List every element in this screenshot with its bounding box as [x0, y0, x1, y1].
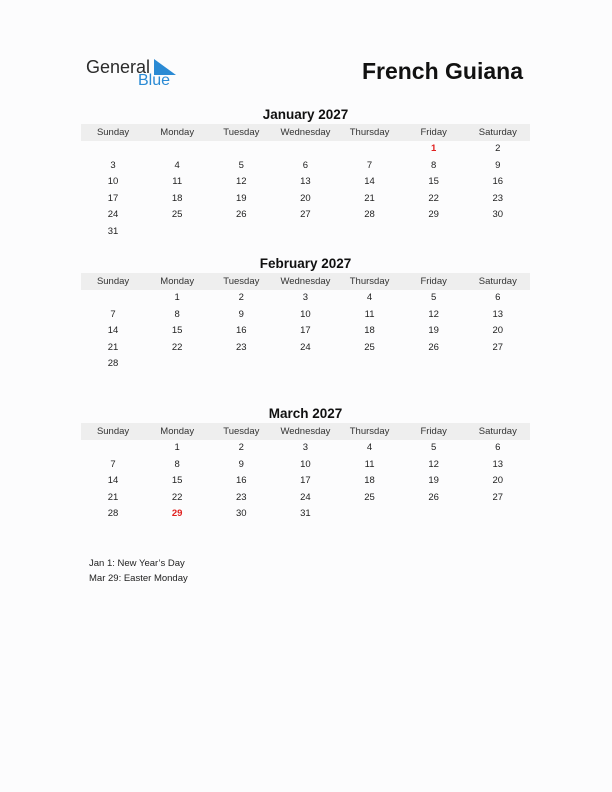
day-cell: 1: [174, 292, 180, 303]
day-cell: 30: [492, 209, 504, 221]
day-cell: 11: [364, 458, 375, 470]
empty-day-cell: [402, 506, 466, 523]
empty-day-cell: [338, 506, 402, 523]
day-cell: 5: [238, 159, 244, 171]
day-cell: 29: [428, 209, 439, 221]
day-cell: 13: [300, 176, 311, 188]
week-row: [81, 307, 530, 324]
day-cell: 23: [236, 341, 247, 353]
day-cell: 5: [431, 442, 437, 453]
weekday-header-row: [81, 273, 530, 290]
week-row: [81, 207, 530, 224]
weekday-wednesday: Wednesday: [280, 127, 331, 138]
day-cell: 14: [107, 325, 119, 337]
day-cell: 2: [495, 143, 501, 154]
day-cell: 26: [236, 209, 247, 221]
day-cell: 19: [236, 192, 247, 204]
weekday-friday: Friday: [420, 127, 447, 138]
empty-day-cell: [338, 224, 402, 241]
day-cell: 9: [495, 159, 501, 171]
week-row: [81, 290, 530, 307]
holiday-list: [89, 556, 188, 586]
weekday-sunday: Sunday: [96, 426, 130, 437]
day-cell: 26: [428, 341, 439, 353]
day-cell: 27: [492, 491, 504, 503]
day-cell: 10: [107, 176, 119, 188]
logo-word-general: General: [86, 57, 151, 77]
day-cell: 4: [366, 292, 373, 303]
empty-day-cell: [338, 141, 402, 158]
month-february: [81, 255, 530, 373]
day-cell: 10: [300, 458, 311, 470]
day-cell: 3: [302, 442, 309, 453]
day-cell: 14: [364, 176, 375, 188]
day-cell: 20: [300, 192, 311, 204]
day-cell: 22: [171, 491, 183, 503]
day-cell: 4: [366, 442, 373, 453]
day-cell: 4: [174, 159, 180, 171]
empty-day-cell: [145, 141, 209, 158]
day-cell: 24: [300, 341, 311, 353]
month-title: February 2027: [259, 256, 352, 271]
weekday-monday: Monday: [160, 127, 195, 138]
day-cell: 18: [364, 325, 375, 337]
day-cell: 6: [495, 442, 501, 453]
day-cell: 24: [107, 209, 119, 221]
day-cell: 8: [431, 159, 437, 171]
day-cell: 23: [492, 192, 504, 204]
day-cell: 6: [302, 159, 309, 171]
day-cell: 15: [428, 176, 439, 188]
empty-day-cell: [466, 506, 530, 523]
weekday-wednesday: Wednesday: [280, 426, 331, 437]
empty-day-cell: [466, 356, 530, 373]
holiday-day-cell: 1: [431, 143, 437, 154]
empty-day-cell: [273, 141, 337, 158]
weekday-thursday: Thursday: [349, 276, 390, 287]
day-cell: 2: [238, 442, 244, 453]
day-cell: 25: [171, 209, 183, 221]
empty-day-cell: [273, 224, 337, 241]
day-cell: 21: [107, 341, 119, 353]
day-cell: 8: [174, 458, 180, 470]
day-cell: 8: [174, 308, 180, 320]
empty-day-cell: [145, 224, 209, 241]
day-cell: 14: [107, 475, 119, 487]
day-cell: 31: [107, 225, 119, 237]
day-cell: 31: [300, 508, 311, 520]
day-cell: 17: [300, 475, 311, 487]
week-row: [81, 340, 530, 357]
empty-day-cell: [209, 224, 273, 241]
day-cell: 11: [172, 176, 183, 188]
day-cell: 20: [492, 325, 504, 337]
weekday-saturday: Saturday: [478, 276, 517, 287]
week-row: [81, 224, 530, 241]
day-cell: 13: [492, 458, 504, 470]
day-cell: 11: [364, 308, 375, 320]
day-cell: 13: [492, 308, 504, 320]
empty-day-cell: [209, 141, 273, 158]
week-row: [81, 158, 530, 175]
day-cell: 19: [428, 325, 439, 337]
day-cell: 16: [492, 176, 504, 188]
week-row: [81, 191, 530, 208]
week-row: [81, 473, 530, 490]
day-cell: 2: [238, 292, 244, 303]
day-cell: 19: [428, 475, 439, 487]
week-row: [81, 174, 530, 191]
day-cell: 25: [364, 491, 375, 503]
day-cell: 12: [428, 458, 439, 470]
day-cell: 25: [364, 341, 375, 353]
day-cell: 22: [171, 341, 183, 353]
empty-day-cell: [81, 290, 145, 307]
day-cell: 18: [171, 192, 183, 204]
day-cell: 23: [236, 491, 247, 503]
week-row: [81, 506, 530, 523]
day-cell: 15: [171, 475, 183, 487]
weekday-tuesday: Tuesday: [223, 426, 260, 437]
day-cell: 22: [428, 192, 439, 204]
day-cell: 9: [238, 308, 244, 320]
weekday-sunday: Sunday: [96, 127, 130, 138]
day-cell: 7: [366, 159, 373, 171]
day-cell: 6: [495, 292, 501, 303]
logo-word-blue: Blue: [138, 72, 171, 89]
day-cell: 27: [492, 341, 504, 353]
weekday-friday: Friday: [420, 426, 447, 437]
day-cell: 17: [300, 325, 311, 337]
week-row: [81, 440, 530, 457]
day-cell: 28: [107, 508, 119, 520]
empty-day-cell: [402, 356, 466, 373]
weekday-monday: Monday: [160, 276, 195, 287]
week-row: [81, 356, 530, 373]
weekday-saturday: Saturday: [478, 426, 517, 437]
day-cell: 18: [364, 475, 375, 487]
weekday-tuesday: Tuesday: [223, 127, 260, 138]
empty-day-cell: [209, 356, 273, 373]
weekday-thursday: Thursday: [349, 426, 390, 437]
day-cell: 24: [300, 491, 311, 503]
day-cell: 12: [428, 308, 439, 320]
day-cell: 27: [300, 209, 311, 221]
day-cell: 26: [428, 491, 439, 503]
weekday-saturday: Saturday: [478, 127, 517, 138]
week-row: [81, 490, 530, 507]
weekday-thursday: Thursday: [349, 127, 390, 138]
month-march: [81, 405, 530, 523]
week-row: [81, 141, 530, 158]
weekday-monday: Monday: [160, 426, 195, 437]
empty-day-cell: [81, 141, 145, 158]
month-title: January 2027: [262, 107, 349, 122]
empty-day-cell: [81, 440, 145, 457]
day-cell: 20: [492, 475, 504, 487]
weekday-sunday: Sunday: [96, 276, 130, 287]
empty-day-cell: [466, 224, 530, 241]
empty-day-cell: [338, 356, 402, 373]
week-row: [81, 323, 530, 340]
day-cell: 10: [300, 308, 311, 320]
weekday-tuesday: Tuesday: [223, 276, 260, 287]
day-cell: 15: [171, 325, 183, 337]
day-cell: 28: [107, 358, 119, 370]
day-cell: 7: [110, 308, 116, 320]
country-title: French Guiana: [361, 58, 523, 84]
month-title: March 2027: [268, 406, 343, 421]
day-cell: 30: [236, 508, 247, 520]
day-cell: 7: [110, 458, 116, 470]
empty-day-cell: [145, 356, 209, 373]
day-cell: 21: [364, 192, 375, 204]
day-cell: 9: [238, 458, 244, 470]
logo: [86, 57, 186, 91]
day-cell: 28: [364, 209, 375, 221]
holiday-entry: Jan 1: New Year’s Day: [89, 558, 185, 569]
day-cell: 3: [302, 292, 309, 303]
day-cell: 1: [174, 442, 180, 453]
holiday-day-cell: 29: [171, 508, 183, 520]
day-cell: 3: [110, 159, 116, 171]
day-cell: 16: [236, 325, 247, 337]
day-cell: 21: [107, 491, 119, 503]
week-row: [81, 457, 530, 474]
empty-day-cell: [402, 224, 466, 241]
day-cell: 12: [236, 176, 247, 188]
empty-day-cell: [273, 356, 337, 373]
weekday-friday: Friday: [420, 276, 447, 287]
weekday-wednesday: Wednesday: [280, 276, 331, 287]
day-cell: 17: [107, 192, 119, 204]
holiday-entry: Mar 29: Easter Monday: [89, 573, 188, 584]
month-january: [81, 106, 530, 241]
weekday-header-row: [81, 423, 530, 440]
day-cell: 16: [236, 475, 247, 487]
day-cell: 5: [431, 292, 437, 303]
weekday-header-row: [81, 124, 530, 141]
